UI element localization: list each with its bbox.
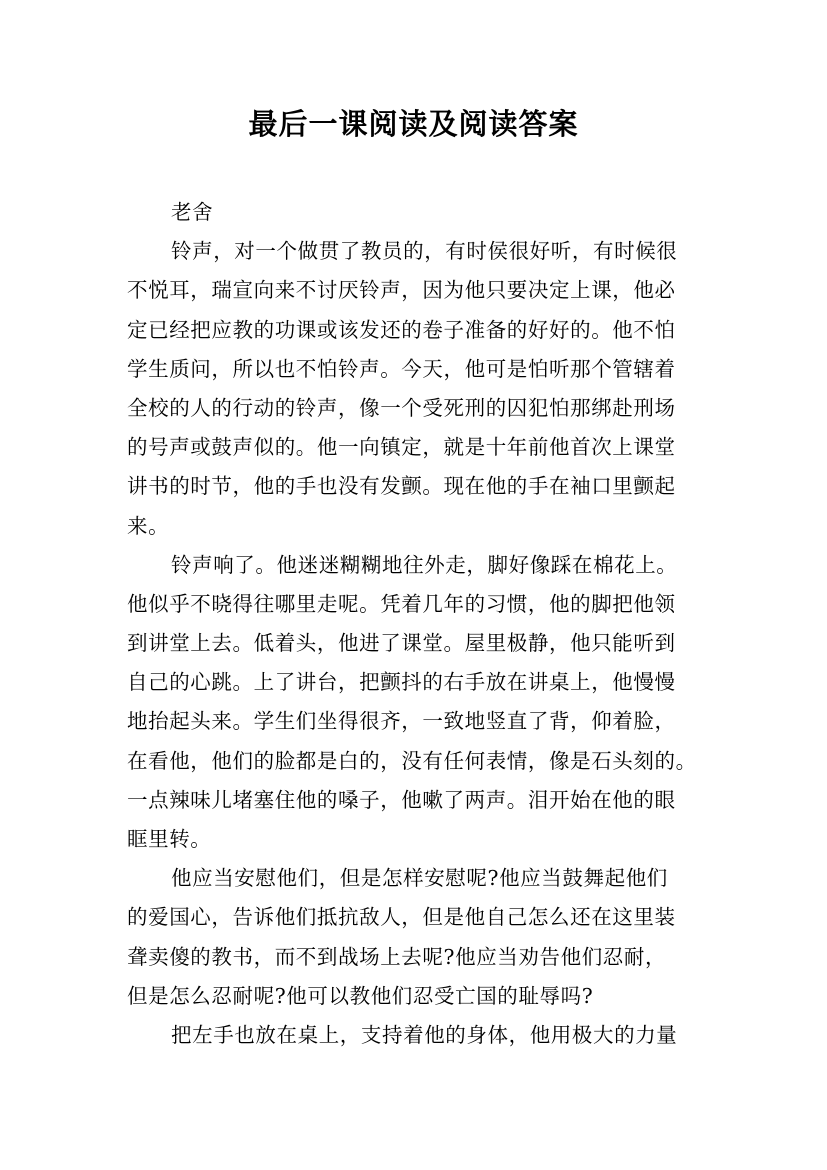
- text-line: 铃声响了。他迷迷糊糊地往外走，脚好像踩在棉花上。: [171, 552, 678, 577]
- text-line: 他应当安慰他们，但是怎样安慰呢?他应当鼓舞起他们: [171, 866, 668, 891]
- text-line: 他似乎不晓得往哪里走呢。凭着几年的习惯，他的脚把他领: [127, 591, 676, 616]
- text-line: 全校的人的行动的铃声，像一个受死刑的囚犯怕那绑赴刑场: [127, 395, 676, 420]
- text-line: 但是怎么忍耐呢?他可以教他们忍受亡国的耻辱吗?: [127, 983, 594, 1008]
- text-line: 在看他，他们的脸都是白的，没有任何表情，像是石头刻的。: [127, 748, 697, 773]
- text-line: 把左手也放在桌上，支持着他的身体，他用极大的力量: [171, 1022, 678, 1047]
- text-line: 学生质问，所以也不怕铃声。今天，他可是怕听那个管辖着: [127, 356, 676, 381]
- text-line: 一点辣味儿堵塞住他的嗓子，他嗽了两声。泪开始在他的眼: [127, 787, 676, 812]
- text-line: 老舍: [171, 200, 214, 224]
- document-body: [127, 193, 714, 1055]
- text-line: 讲书的时节，他的手也没有发颤。现在他的手在袖口里颤起: [127, 474, 676, 499]
- text-line: 眶里转。: [127, 827, 212, 851]
- text-line: 的爱国心，告诉他们抵抗敌人，但是他自己怎么还在这里装: [127, 905, 676, 930]
- document-title: 最后一课阅读及阅读答案: [248, 107, 579, 141]
- text-line: 地抬起头来。学生们坐得很齐，一致地竖直了背，仰着脸，: [127, 709, 676, 734]
- text-line: 聋卖傻的教书，而不到战场上去呢?他应当劝告他们忍耐，: [127, 944, 667, 969]
- text-line: 到讲堂上去。低着头，他进了课堂。屋里极静，他只能听到: [127, 631, 676, 656]
- text-line: 不悦耳，瑞宣向来不讨厌铃声，因为他只要决定上课，他必: [127, 278, 676, 303]
- text-line: 自己的心跳。上了讲台，把颤抖的右手放在讲桌上，他慢慢: [127, 670, 676, 695]
- text-line: 铃声，对一个做贯了教员的，有时侯很好听，有时候很: [171, 239, 678, 264]
- text-line: 来。: [127, 513, 170, 538]
- text-line: 的号声或鼓声似的。他一向镇定，就是十年前他首次上课堂: [127, 435, 676, 460]
- text-line: 定已经把应教的功课或该发还的卷子准备的好好的。他不怕: [127, 317, 676, 342]
